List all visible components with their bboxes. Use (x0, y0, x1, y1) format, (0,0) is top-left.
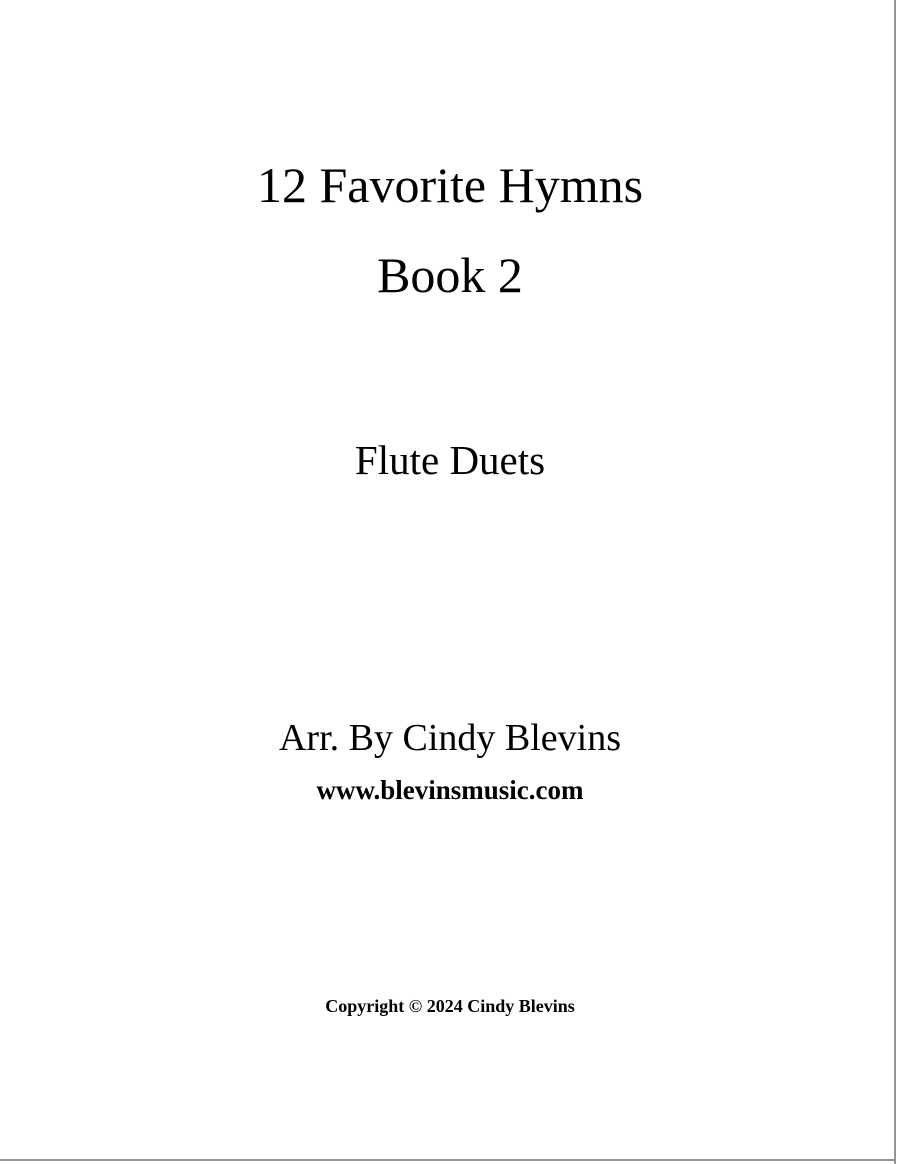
book-title-line1: 12 Favorite Hymns (256, 157, 644, 213)
page-right-edge-line (894, 0, 896, 1164)
copyright-notice: Copyright © 2024 Cindy Blevins (325, 996, 575, 1016)
arranger-credit: Arr. By Cindy Blevins (278, 717, 622, 759)
instrumentation-subtitle: Flute Duets (354, 437, 546, 483)
website-text: www.blevinsmusic.com (316, 775, 584, 805)
page-bottom-edge-line (0, 1159, 896, 1161)
book-title-line2: Book 2 (377, 247, 523, 303)
